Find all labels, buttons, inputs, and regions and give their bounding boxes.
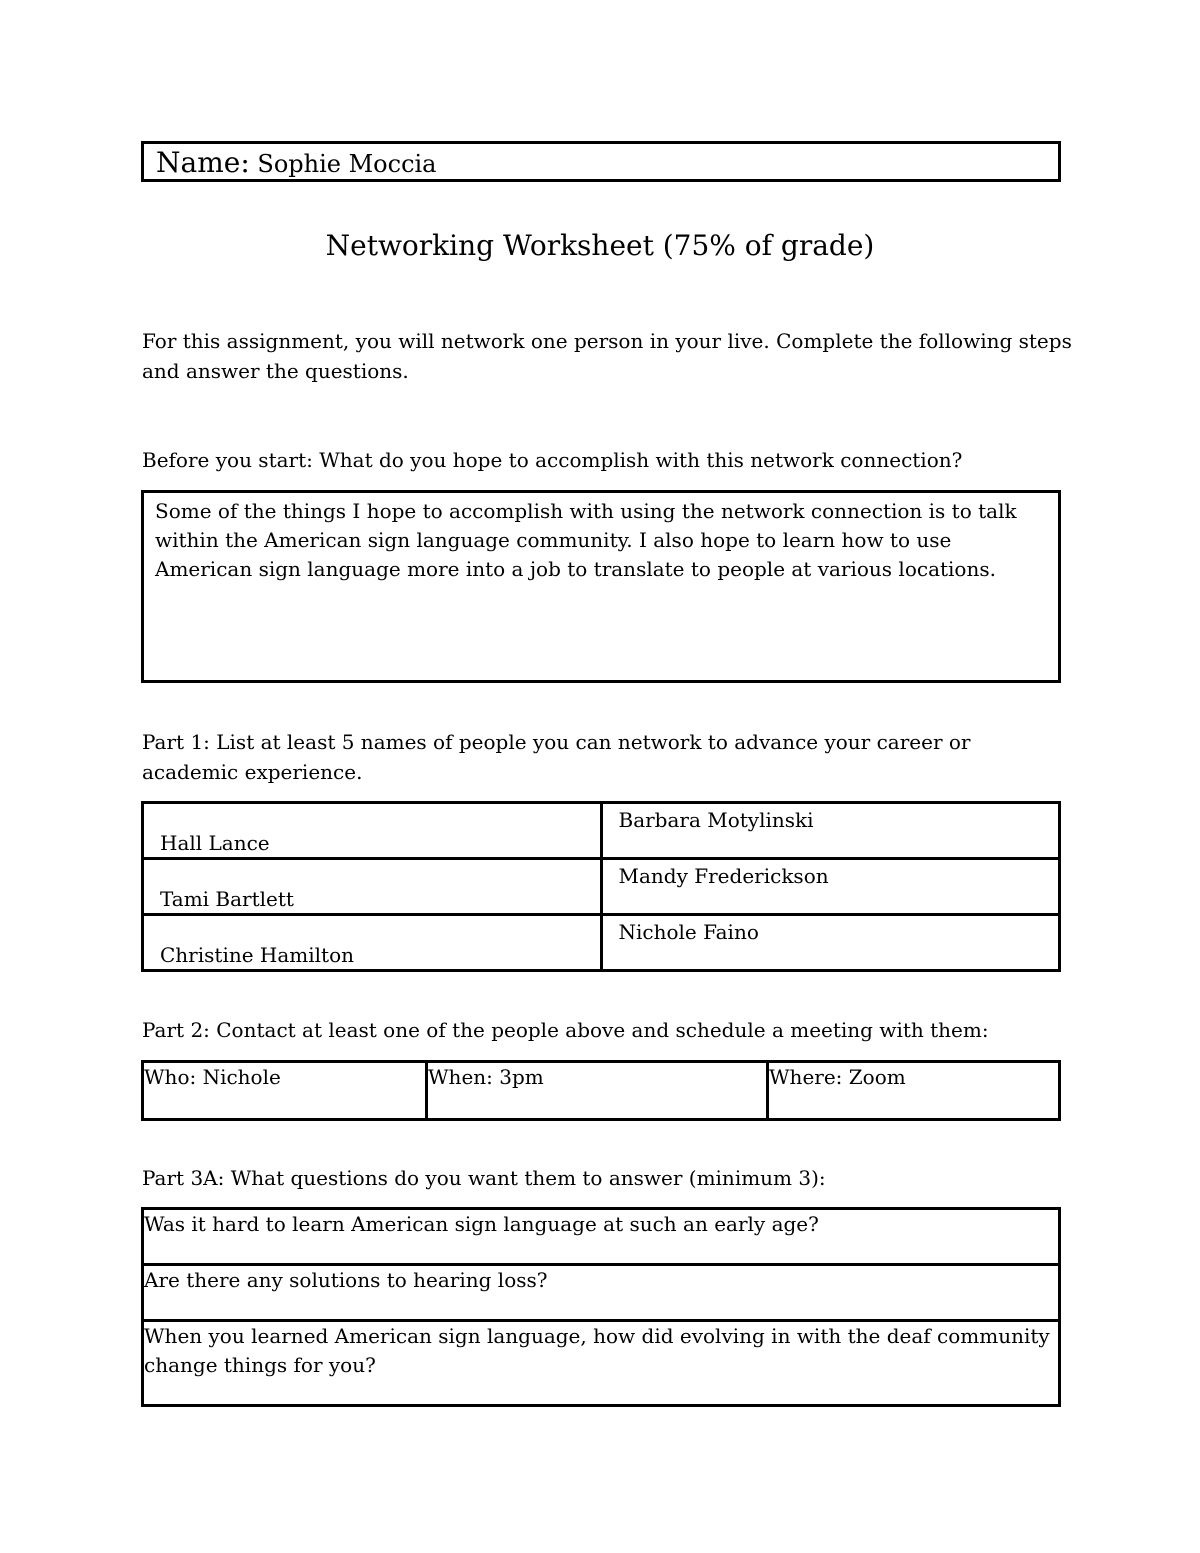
name-cell: Barbara Motylinski — [601, 803, 1060, 859]
name-cell: Hall Lance — [143, 803, 602, 859]
part3a-prompt: Part 3A: What questions do you want them to answer (minimum 3): — [142, 1166, 826, 1190]
meeting-who-cell: Who: Nichole — [143, 1062, 427, 1120]
question-cell: Are there any solutions to hearing loss? — [143, 1265, 1060, 1321]
before-start-question: Before you start: What do you hope to accomplish with this network connection? — [142, 448, 963, 472]
question-cell: Was it hard to learn American sign language at such an early age? — [143, 1209, 1060, 1265]
name-value: Sophie Moccia — [249, 150, 437, 178]
before-start-answer: Some of the things I hope to accomplish with using the network connection is to talk within the American sign language community. I also hope to learn how to use American sign language more into a job to translate to people at various locations. — [141, 490, 1061, 683]
page-title: Networking Worksheet (75% of grade) — [325, 229, 875, 262]
part1-names-table — [141, 801, 1061, 972]
part1-prompt: Part 1: List at least 5 names of people you can network to advance your career or academic experience. — [142, 730, 971, 784]
question-cell: When you learned American sign language, how did evolving in with the deaf community change things for you? — [143, 1321, 1060, 1406]
name-label: Name: — [156, 146, 250, 179]
name-cell: Mandy Frederickson — [601, 859, 1060, 915]
name-cell: Christine Hamilton — [143, 915, 602, 971]
meeting-where-cell: Where: Zoom — [768, 1062, 1060, 1120]
name-field-box — [141, 141, 1061, 182]
part3a-questions-table — [141, 1207, 1061, 1407]
intro-text: For this assignment, you will network one person in your live. Complete the following steps and answer the questions. — [142, 329, 1072, 383]
name-cell: Nichole Faino — [601, 915, 1060, 971]
part2-prompt: Part 2: Contact at least one of the people above and schedule a meeting with them: — [142, 1018, 989, 1042]
part2-meeting-table — [141, 1060, 1061, 1121]
meeting-when-cell: When: 3pm — [427, 1062, 768, 1120]
name-cell: Tami Bartlett — [143, 859, 602, 915]
